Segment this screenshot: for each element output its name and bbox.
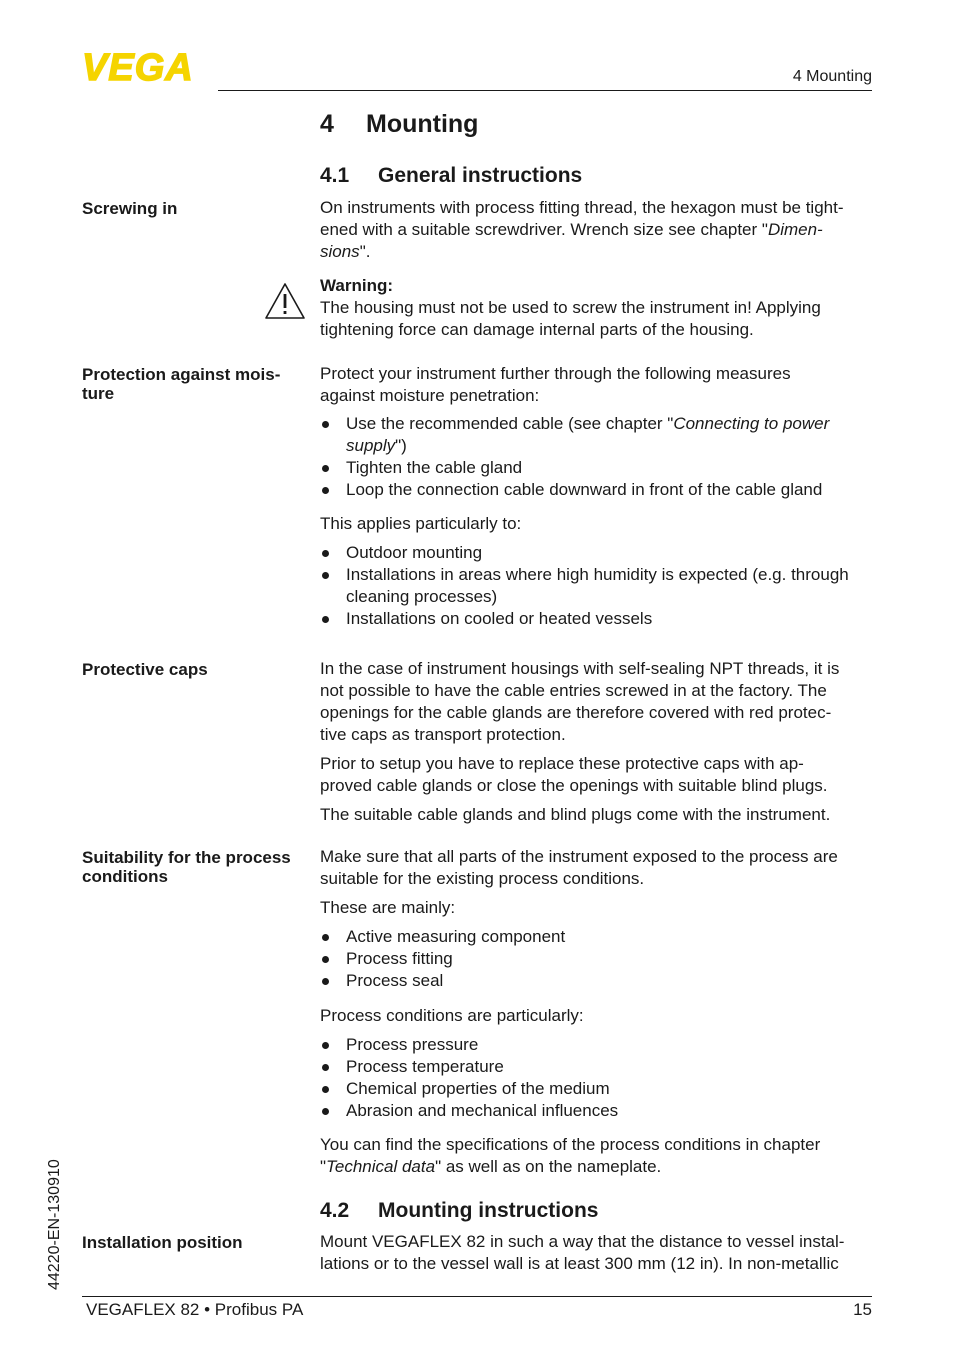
list-item: Process pressure <box>320 1034 876 1056</box>
mainly-list <box>320 926 876 992</box>
text-line: sions". <box>320 242 371 261</box>
chapter-number: 4 <box>320 110 334 138</box>
list-item: Chemical properties of the medium <box>320 1078 876 1100</box>
header-rule <box>218 90 872 91</box>
caps-text: In the case of instrument housings with self-sealing NPT threads, it is not possible to have the cable entries screwed in at the factory. The openings for the cable glands are therefore covered with red protec- tive caps as transport protection. Prior to setup you have to replace these protective caps with ap- proved cable glands or close the openings with suitable blind plugs. The suitable cable glands and blind plugs come with the instrument. <box>320 659 840 824</box>
section-4-2-heading <box>320 1199 598 1223</box>
text-line: This applies particularly to: <box>320 514 522 533</box>
list-item: Installations on cooled or heated vessels <box>320 608 876 630</box>
applies-list <box>320 542 876 630</box>
section-number: 4.1 <box>320 164 350 187</box>
list-item: Process temperature <box>320 1056 876 1078</box>
list-item: Loop the connection cable downward in front of the cable gland <box>320 479 876 501</box>
section-title: General instructions <box>378 164 583 187</box>
page-number: 15 <box>853 1300 872 1319</box>
header-section-title: 4 Mounting <box>792 68 872 85</box>
suitability-text: Make sure that all parts of the instrument exposed to the process are suitable for the existing process conditions. These are mainly: Active measuring component Process fitting Process seal Process conditions are particularly: Process pressure Process temperature Chemical properties of the medium Abrasion and mechanical influences You can find the specifications of the process conditions in chapter "Technical data" as well as on the nameplate. <box>320 846 876 1178</box>
list-item: Installations in areas where high humidity is expected (e.g. through cleaning processes) <box>320 564 876 608</box>
side-label-installation-position: Installation position <box>82 1233 243 1252</box>
warning-block <box>320 275 876 341</box>
section-number: 4.2 <box>320 1199 350 1222</box>
moisture-measures-list <box>320 413 876 501</box>
installation-text: Mount VEGAFLEX 82 in such a way that the distance to vessel instal- lations or to the vessel wall is at least 300 mm (12 in). In non-metallic <box>320 1232 845 1273</box>
list-item: Process seal <box>320 970 876 992</box>
warning-icon <box>264 282 306 320</box>
side-label-moisture: Protection against mois- ture <box>82 365 281 403</box>
list-item: Use the recommended cable (see chapter "Connecting to power supply") <box>320 413 876 457</box>
text-line: against moisture penetration: <box>320 386 540 405</box>
text-line: On instruments with process fitting thread, the hexagon must be tight- <box>320 198 844 217</box>
vega-logo-text: VEGA <box>82 50 194 84</box>
chapter-heading <box>320 110 478 139</box>
list-item: Outdoor mounting <box>320 542 876 564</box>
section-title: Mounting instructions <box>378 1199 599 1222</box>
side-label-screwing-in: Screwing in <box>82 199 178 218</box>
list-item: Tighten the cable gland <box>320 457 876 479</box>
moisture-text <box>320 363 876 630</box>
document-id: 44220-EN-130910 <box>46 1159 63 1290</box>
side-label-protective-caps: Protective caps <box>82 660 208 679</box>
text-line: tightening force can damage internal parts of the housing. <box>320 320 754 339</box>
screwing-text <box>320 197 876 263</box>
side-label-suitability: Suitability for the process conditions <box>82 848 291 886</box>
text-line: The housing must not be used to screw the instrument in! Applying <box>320 298 821 317</box>
chapter-title: Mounting <box>366 110 479 138</box>
list-item: Abrasion and mechanical influences <box>320 1100 876 1122</box>
footer-product: VEGAFLEX 82 • Profibus PA <box>86 1300 304 1319</box>
section-4-1-heading <box>320 164 582 188</box>
vega-logo <box>82 50 212 84</box>
warning-title: Warning: <box>320 276 394 295</box>
footer-rule <box>82 1296 872 1297</box>
text-line: Protect your instrument further through the following measures <box>320 364 791 383</box>
list-item: Active measuring component <box>320 926 876 948</box>
conditions-list <box>320 1034 876 1122</box>
list-item: Process fitting <box>320 948 876 970</box>
text-line: ened with a suitable screwdriver. Wrench size see chapter "Dimen- <box>320 220 823 239</box>
